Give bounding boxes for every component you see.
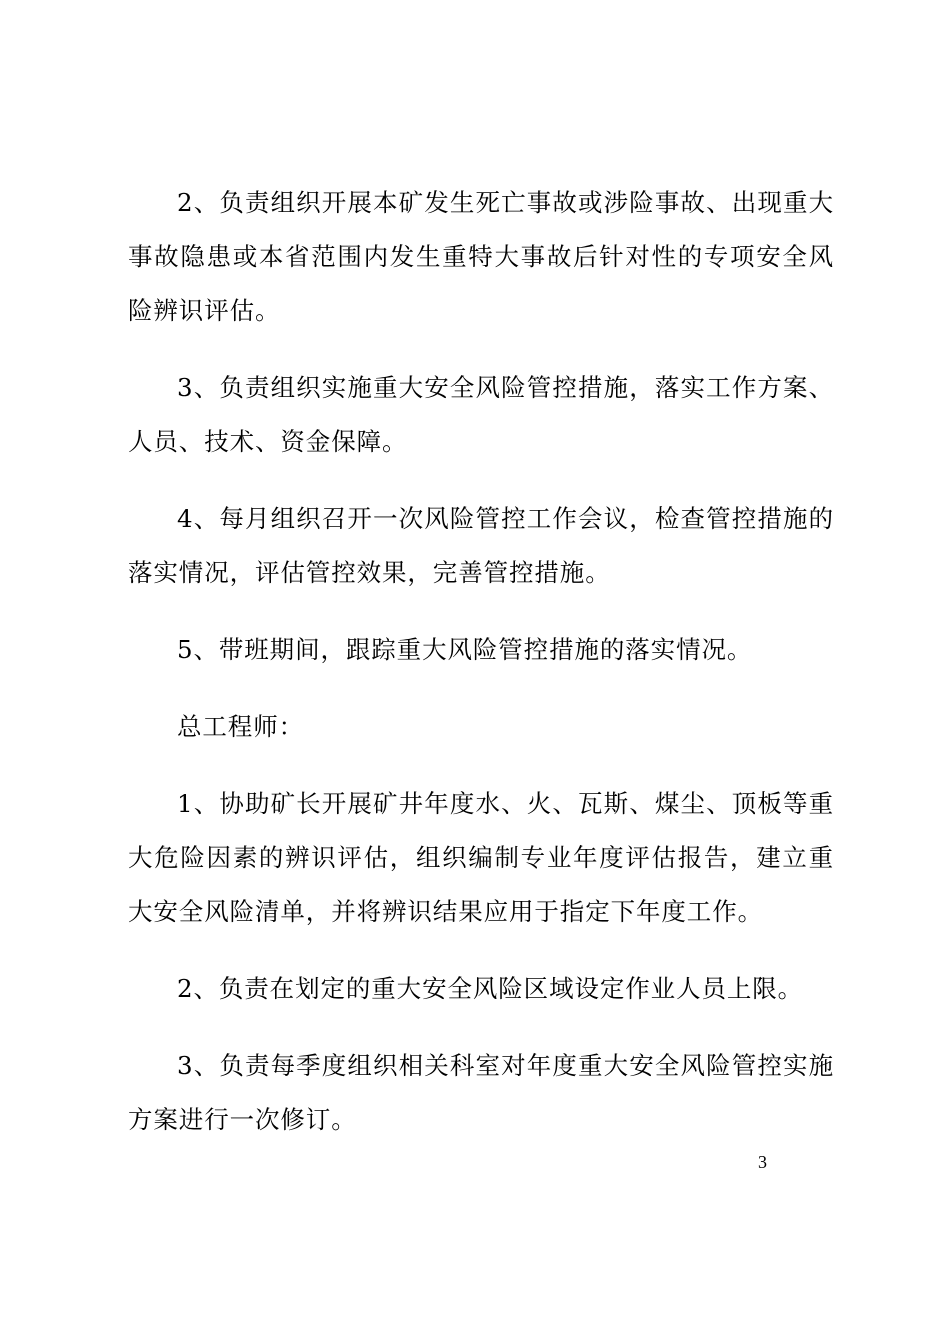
page-number: 3 [758,1152,767,1172]
paragraph-chief-engineer-duty-1: 1、协助矿长开展矿井年度水、火、瓦斯、煤尘、顶板等重大危险因素的辨识评估，组织编制专业年度评估报告，建立重大安全风险清单，并将辨识结果应用于指定下年度工作。 [128,789,834,926]
paragraph-chief-engineer-duty-2: 2、负责在划定的重大安全风险区域设定作业人员上限。 [177,974,804,1003]
paragraph-mine-manager-duty-3: 3、负责组织实施重大安全风险管控措施，落实工作方案、人员、技术、资金保障。 [128,373,834,456]
paragraph-mine-manager-duty-2: 2、负责组织开展本矿发生死亡事故或涉险事故、出现重大事故隐患或本省范围内发生重特大事故后针对性的专项安全风险辨识评估。 [128,188,834,325]
document-body [128,176,834,1170]
paragraph-mine-manager-duty-4: 4、每月组织召开一次风险管控工作会议，检查管控措施的落实情况，评估管控效果，完善管控措施。 [128,504,834,587]
paragraph-chief-engineer-duty-3: 3、负责每季度组织相关科室对年度重大安全风险管控实施方案进行一次修订。 [128,1051,834,1134]
paragraph-mine-manager-duty-5: 5、带班期间，跟踪重大风险管控措施的落实情况。 [177,635,753,664]
section-heading-chief-engineer: 总工程师： [177,712,304,741]
